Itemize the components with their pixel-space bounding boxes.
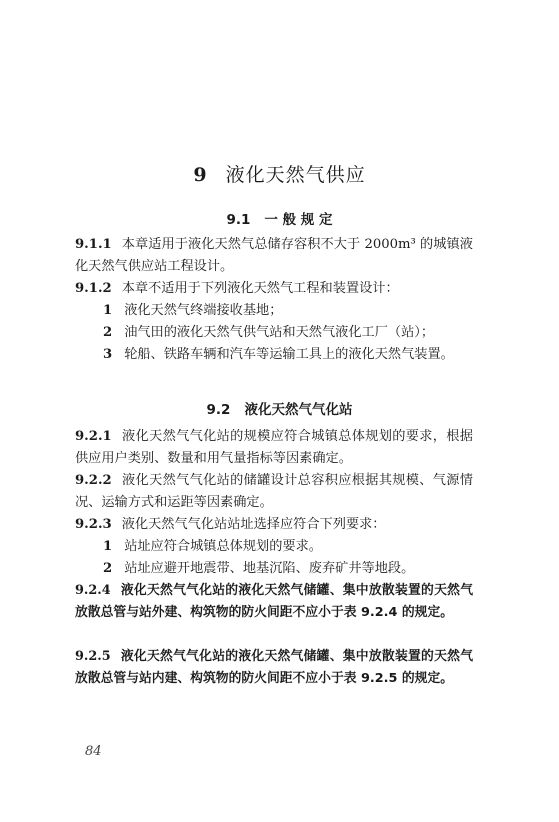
section-number: 9.1 xyxy=(226,212,251,228)
item-number: 2 xyxy=(103,325,113,340)
clause-number: 9.2.2 xyxy=(75,473,112,488)
list-item xyxy=(103,558,473,580)
clause-number: 9.2.3 xyxy=(75,517,112,532)
clause-text: 液化天然气气化站的液化天然气储罐、集中放散装置的天然气放散总管与站内建、构筑物的防火间距不应小于表 9.2.5 的规定。 xyxy=(75,649,473,686)
clause-text: 本章不适用于下列液化天然气工程和装置设计： xyxy=(121,281,399,296)
page-number: 84 xyxy=(85,744,102,759)
clause-9-2-4 xyxy=(75,580,473,624)
item-number: 2 xyxy=(103,561,113,576)
item-text: 站址应避开地震带、地基沉陷、废弃矿井等地段。 xyxy=(124,561,415,576)
list-item xyxy=(103,322,473,344)
clause-9-1-1 xyxy=(75,234,473,278)
clause-number: 9.2.1 xyxy=(75,429,112,444)
list-item xyxy=(103,536,473,558)
section-title-text: 液化天然气气化站 xyxy=(244,402,353,418)
clause-text: 液化天然气气化站站址选择应符合下列要求： xyxy=(121,517,386,532)
clause-number: 9.2.5 xyxy=(75,649,111,664)
section-title-9-2 xyxy=(0,398,559,418)
clause-number: 9.2.4 xyxy=(75,583,111,598)
clause-9-2-3 xyxy=(75,514,473,536)
clause-text: 液化天然气气化站的规模应符合城镇总体规划的要求，根据供应用户类别、数量和用气量指标等因素确定。 xyxy=(75,429,473,466)
item-number: 3 xyxy=(103,347,113,362)
chapter-title xyxy=(0,160,559,187)
clause-9-2-2 xyxy=(75,470,473,514)
section-title-text: 一 般 规 定 xyxy=(264,212,333,228)
item-text: 轮船、铁路车辆和汽车等运输工具上的液化天然气装置。 xyxy=(124,347,454,362)
clause-number: 9.1.1 xyxy=(75,237,112,252)
clause-number: 9.1.2 xyxy=(75,281,112,296)
item-text: 站址应符合城镇总体规划的要求。 xyxy=(124,539,322,554)
section-title-9-1 xyxy=(0,208,559,228)
clause-text: 液化天然气气化站的储罐设计总容积应根据其规模、气源情况、运输方式和运距等因素确定。 xyxy=(75,473,473,510)
clause-9-2-1 xyxy=(75,426,473,470)
item-number: 1 xyxy=(103,303,113,318)
chapter-title-text: 液化天然气供应 xyxy=(225,164,366,186)
list-item xyxy=(103,300,473,322)
item-text: 油气田的液化天然气供气站和天然气液化工厂（站）； xyxy=(124,325,435,340)
list-item xyxy=(75,344,473,366)
clause-text: 液化天然气气化站的液化天然气储罐、集中放散装置的天然气放散总管与站外建、构筑物的防火间距不应小于表 9.2.4 的规定。 xyxy=(75,583,473,620)
item-number: 1 xyxy=(103,539,113,554)
clause-9-2-5 xyxy=(75,646,473,690)
clause-text: 本章适用于液化天然气总储存容积不大于 2000m³ 的城镇液化天然气供应站工程设计。 xyxy=(75,237,473,274)
item-text: 液化天然气终端接收基地； xyxy=(124,303,283,318)
clause-9-1-2 xyxy=(75,278,473,300)
chapter-number: 9 xyxy=(193,164,208,186)
section-number: 9.2 xyxy=(206,402,231,418)
